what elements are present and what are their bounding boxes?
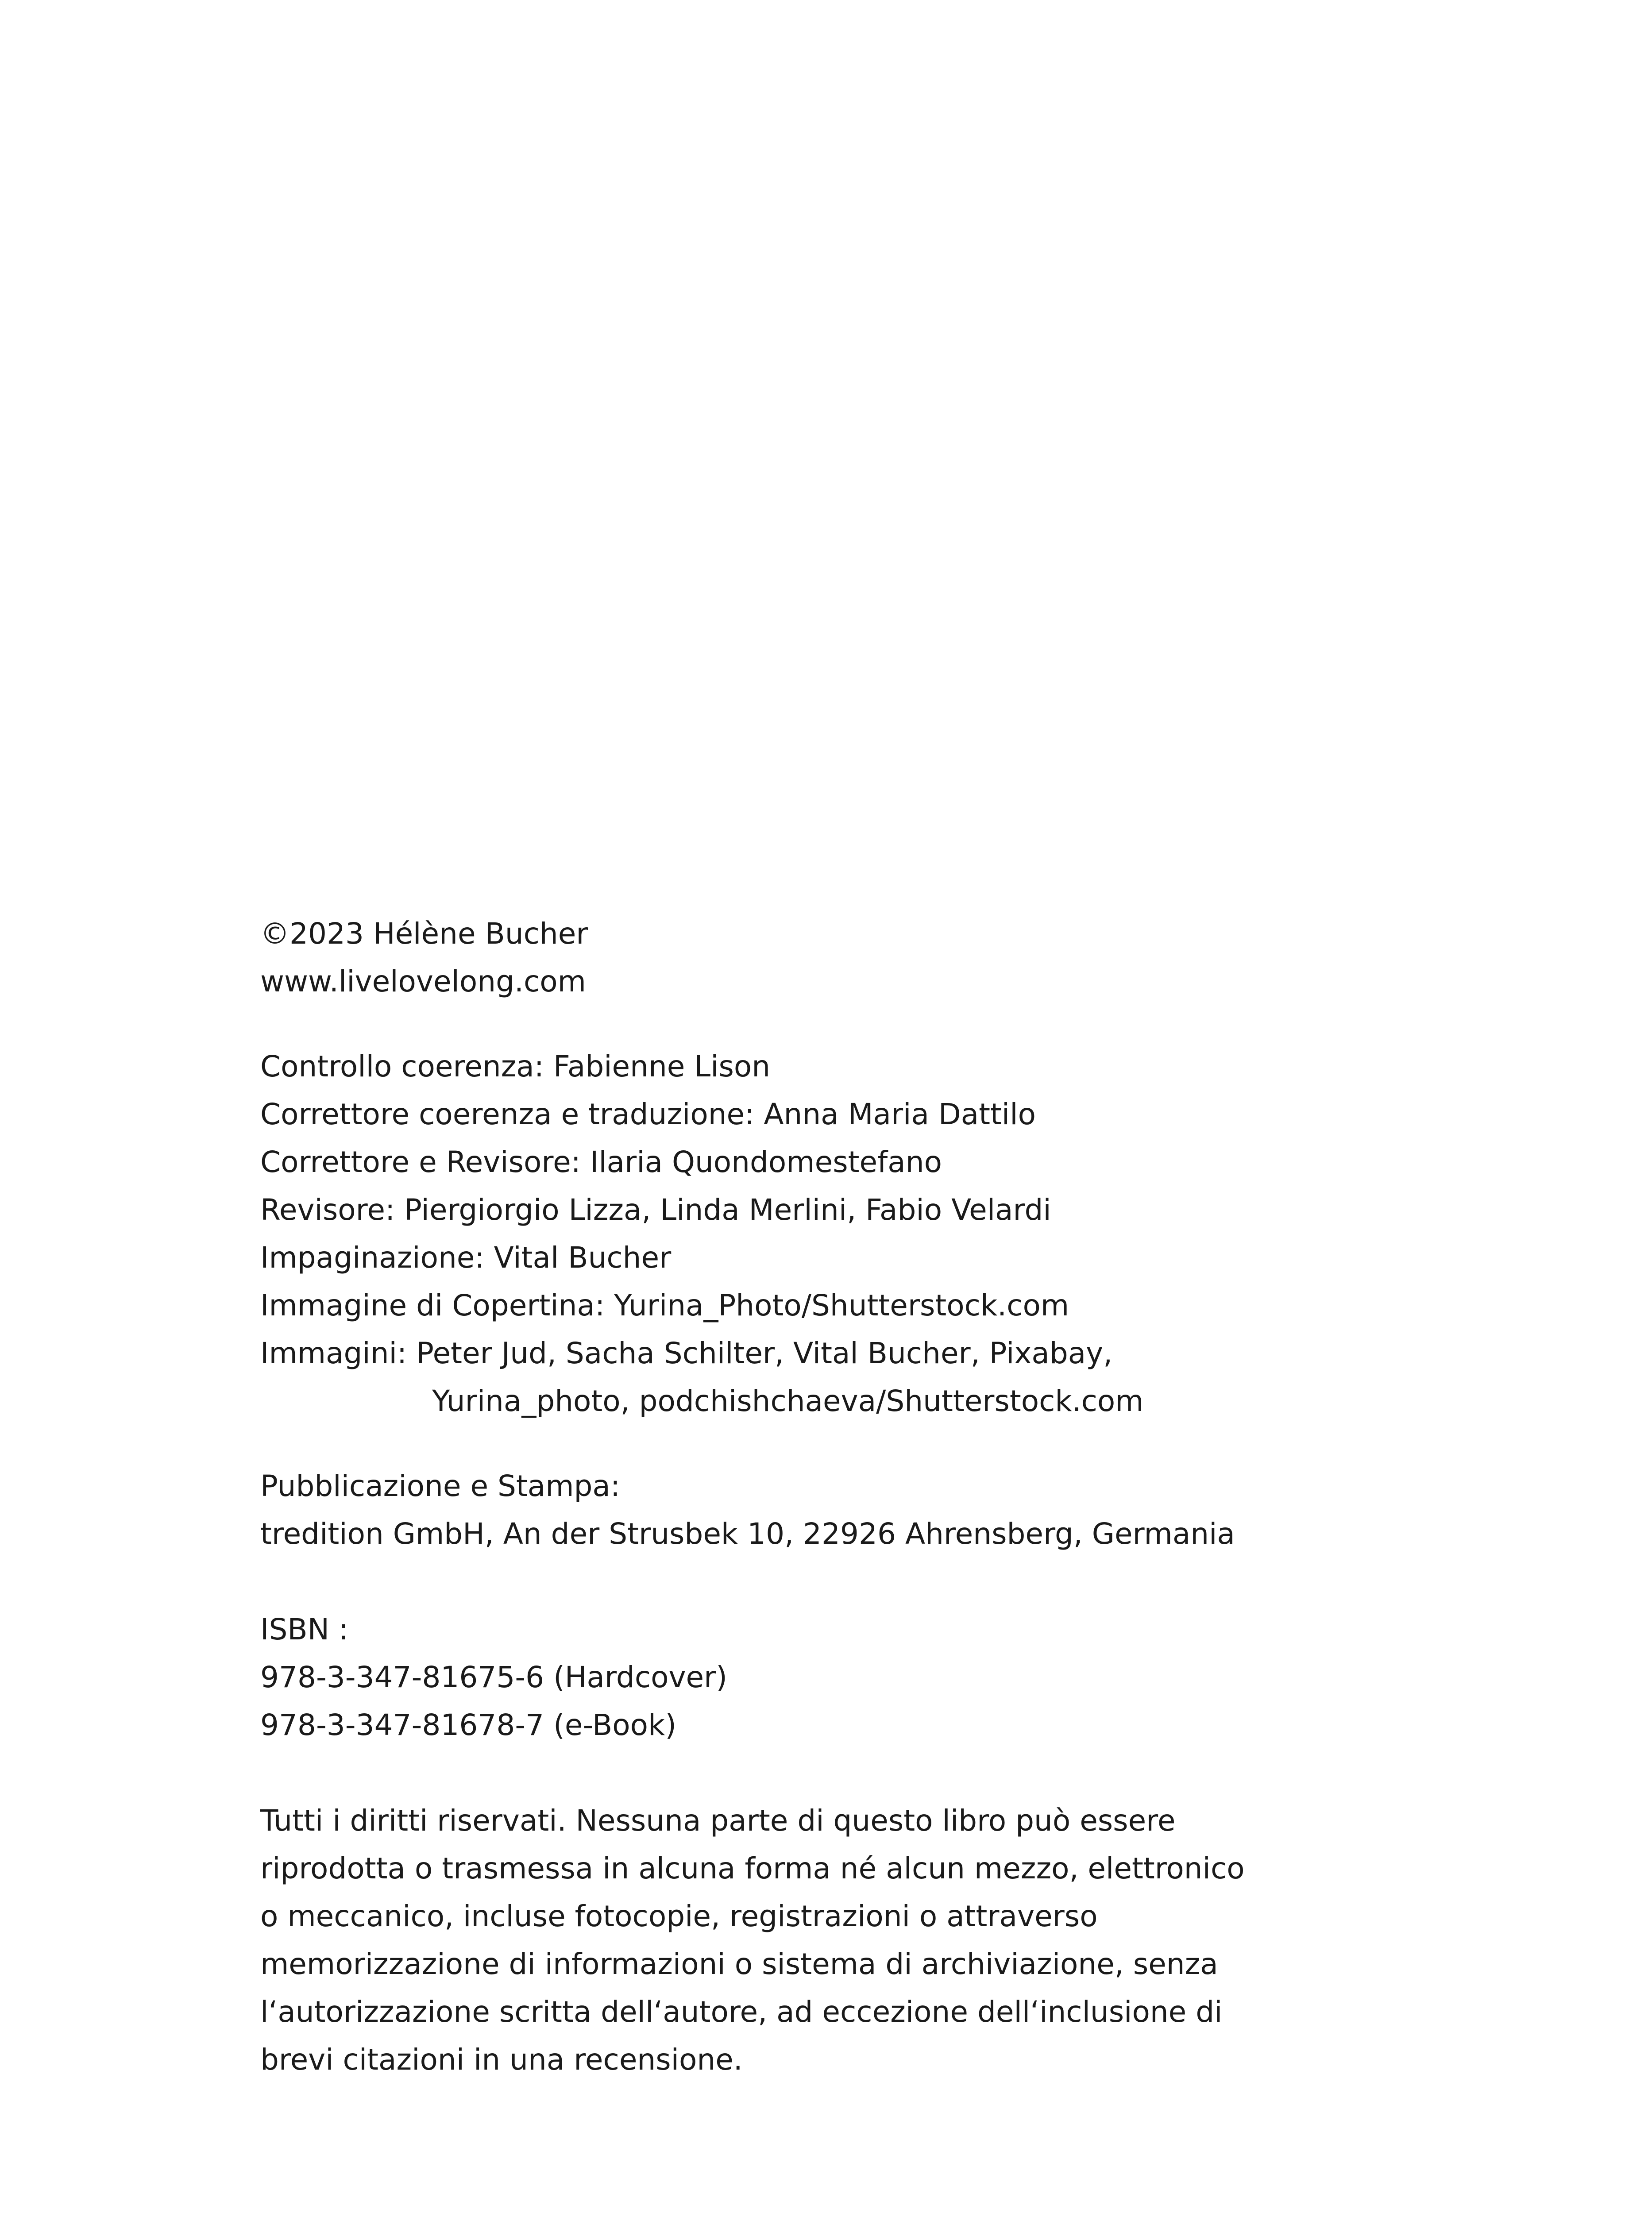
rights-line: brevi citazioni in una recensione.	[260, 2043, 743, 2077]
credit-images-continued: Yurina_photo, podchishchaeva/Shutterstock.com	[432, 1384, 1144, 1418]
copyright-block	[260, 910, 1411, 1006]
rights-line: memorizzazione di informazioni o sistema di archiviazione, senza	[260, 1947, 1218, 1981]
rights-line: l‘autorizzazione scritta dell‘autore, ad eccezione dell‘inclusione di	[260, 1995, 1223, 2029]
credit-proofreader-reviewer: Correttore e Revisore: Ilaria Quondomestefano	[260, 1145, 942, 1179]
publisher-address: tredition GmbH, An der Strusbek 10, 22926 Ahrensberg, Germania	[260, 1517, 1235, 1551]
credit-images: Immagini: Peter Jud, Sacha Schilter, Vital Bucher, Pixabay,	[260, 1336, 1113, 1370]
author-website: www.livelovelong.com	[260, 964, 586, 999]
credits-block	[260, 1043, 1411, 1425]
rights-line: riprodotta o trasmessa in alcuna forma né alcun mezzo, elettronico	[260, 1851, 1245, 1885]
imprint-content	[260, 910, 1411, 2121]
publisher-block	[260, 1462, 1411, 1558]
isbn-ebook: 978-3-347-81678-7 (e-Book)	[260, 1708, 676, 1742]
rights-block	[260, 1797, 1411, 2084]
credit-cover-image: Immagine di Copertina: Yurina_Photo/Shutterstock.com	[260, 1288, 1069, 1322]
credit-reviewers: Revisore: Piergiorgio Lizza, Linda Merlini, Fabio Velardi	[260, 1193, 1051, 1227]
isbn-hardcover: 978-3-347-81675-6 (Hardcover)	[260, 1660, 728, 1694]
isbn-block	[260, 1606, 1411, 1749]
isbn-label: ISBN :	[260, 1612, 349, 1646]
publisher-label: Pubblicazione e Stampa:	[260, 1469, 621, 1503]
credit-layout: Impaginazione: Vital Bucher	[260, 1241, 672, 1275]
rights-line: Tutti i diritti riservati. Nessuna parte di questo libro può essere	[260, 1804, 1176, 1838]
credit-consistency-check: Controllo coerenza: Fabienne Lison	[260, 1049, 771, 1083]
credit-proofreader-translation: Correttore coerenza e traduzione: Anna Maria Dattilo	[260, 1097, 1036, 1131]
copyright-notice: ©2023 Hélène Bucher	[260, 917, 588, 951]
rights-line: o meccanico, incluse fotocopie, registrazioni o attraverso	[260, 1899, 1098, 1933]
